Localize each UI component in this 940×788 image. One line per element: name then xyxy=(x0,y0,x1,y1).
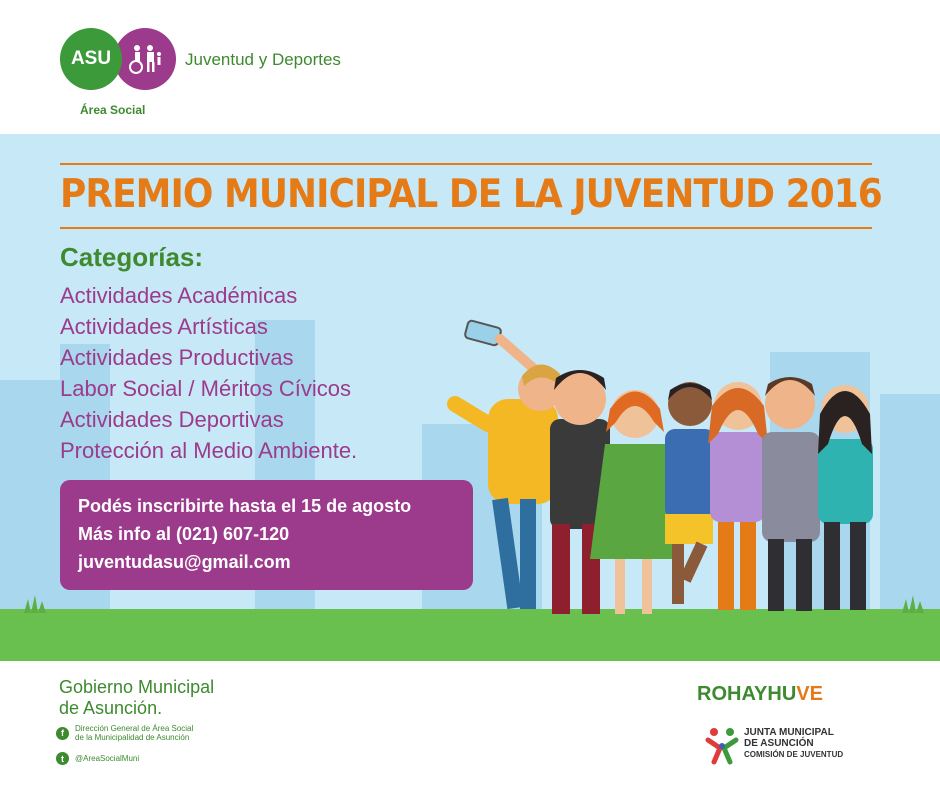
category-item: Actividades Productivas xyxy=(60,345,294,370)
page-title: PREMIO MUNICIPAL DE LA JUVENTUD 2016 xyxy=(60,172,882,217)
person-5 xyxy=(708,382,768,610)
person-6 xyxy=(762,377,820,611)
categories-heading: Categorías: xyxy=(60,242,204,272)
junta-line2: DE ASUNCIÓN xyxy=(744,738,814,749)
footer xyxy=(0,661,940,788)
person-1 xyxy=(455,364,562,609)
accessibility-icon xyxy=(128,44,164,74)
facebook-text-line2: de la Municipalidad de Asunción xyxy=(75,733,190,742)
banner xyxy=(0,134,940,661)
area-label: Área Social xyxy=(80,103,146,117)
department-name: Juventud y Deportes xyxy=(185,50,341,69)
category-item: Actividades Deportivas xyxy=(60,407,284,432)
person-4 xyxy=(665,382,715,604)
categories-list xyxy=(60,280,357,466)
phone-text: Más info al (021) 607-120 xyxy=(78,524,290,544)
asu-logo xyxy=(60,28,122,90)
category-item: Protección al Medio Ambiente. xyxy=(60,438,358,463)
header xyxy=(0,0,940,134)
rohayhuve-accent: VE xyxy=(796,683,823,705)
government-name-line1: Gobierno Municipal xyxy=(59,677,215,697)
phone-icon xyxy=(464,320,502,346)
deadline-text: Podés inscribirte hasta el 15 de agosto xyxy=(78,496,412,516)
rohayhuve-logo xyxy=(697,683,823,706)
grass-tuft xyxy=(22,595,48,613)
grass xyxy=(0,609,940,661)
person-7 xyxy=(818,385,873,610)
junta-line3: COMISIÓN DE JUVENTUD xyxy=(744,750,844,759)
facebook-text-line1: Dirección General de Área Social xyxy=(75,724,194,733)
info-box xyxy=(60,480,473,590)
facebook-icon: f xyxy=(56,727,69,740)
facebook-text xyxy=(75,724,193,742)
twitter-icon: t xyxy=(56,752,69,765)
category-item: Actividades Artísticas xyxy=(60,314,268,339)
asu-logo-text: ASU xyxy=(70,48,112,69)
category-item: Labor Social / Méritos Cívicos xyxy=(60,376,351,401)
twitter-link[interactable] xyxy=(56,752,139,765)
people-illustration xyxy=(440,304,910,614)
government-name-line2: de Asunción. xyxy=(59,698,163,718)
junta-line1: JUNTA MUNICIPAL xyxy=(744,727,834,738)
government-name xyxy=(59,677,214,719)
title-rule-top xyxy=(60,163,872,165)
twitter-handle: @AreaSocialMuni xyxy=(75,754,140,763)
facebook-link[interactable] xyxy=(56,724,193,742)
email-text[interactable]: juventudasu@gmail.com xyxy=(78,552,291,572)
title-rule-bottom xyxy=(60,227,872,229)
rohayhuve-main: ROHAYHU xyxy=(697,683,797,705)
junta-text xyxy=(744,727,843,760)
category-item: Actividades Académicas xyxy=(60,283,298,308)
junta-logo-icon xyxy=(704,726,742,766)
accessibility-logo xyxy=(114,28,176,90)
background-building xyxy=(0,380,60,610)
